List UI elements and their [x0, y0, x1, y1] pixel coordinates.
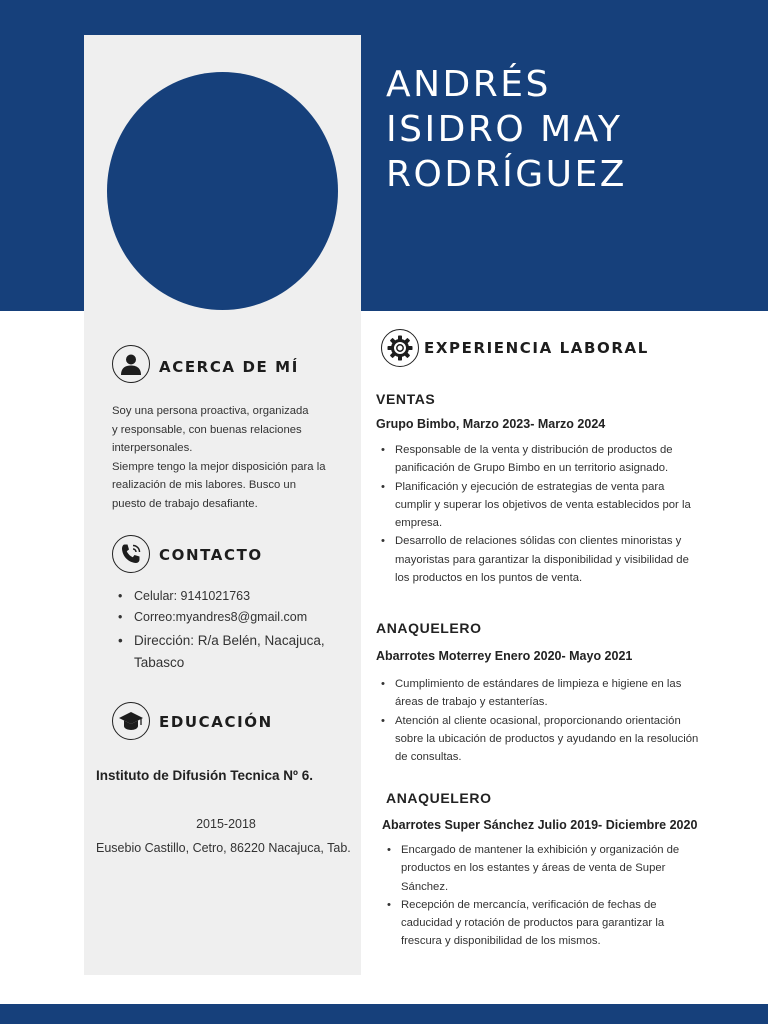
job-bullet: • Encargado de mantener la exhibición y organización de productos en los estantes y áreas de venta de Super Sánchez. — [382, 841, 707, 896]
job-role: ANAQUELERO — [376, 620, 482, 636]
about-line: realización de mis labores. Busco un — [112, 479, 296, 491]
job-bullet: • Recepción de mercancía, verificación de fechas de caducidad y rotación de productos para garantizar la frescura y disponibilidad de los mismos. — [382, 896, 707, 951]
job-bullets — [382, 841, 707, 951]
contact-title: CONTACTO — [159, 546, 263, 564]
job-bullet: • Desarrollo de relaciones sólidas con clientes minoristas y mayoristas para garantizar la disponibilidad y visibilidad de los productos en los puntos de venta. — [376, 532, 701, 587]
experience-title: EXPERIENCIA LABORAL — [424, 339, 649, 357]
gear-icon — [381, 329, 419, 367]
about-text — [112, 402, 352, 513]
name-line: RODRÍGUEZ — [386, 154, 627, 195]
job-role: ANAQUELERO — [386, 790, 492, 806]
job-bullet: • Planificación y ejecución de estrategias de venta para cumplir y superar los objetivos de venta establecidos por la empresa. — [376, 478, 701, 533]
name-line: ISIDRO MAY — [386, 109, 623, 150]
job-bullet: • Atención al cliente ocasional, proporcionando orientación sobre la ubicación de productos y ayudando en la resolución de consultas. — [376, 712, 706, 767]
contact-phone: • Celular: 9141021763 — [112, 586, 357, 607]
name-line: ANDRÉS — [386, 64, 551, 105]
contact-email: • Correo:myandres8@gmail.com — [112, 607, 357, 628]
education-title: EDUCACIÓN — [159, 713, 273, 731]
about-line: Siempre tengo la mejor disposición para la — [112, 460, 326, 473]
job-company: Grupo Bimbo, Marzo 2023- Marzo 2024 — [376, 417, 606, 431]
job-company: Abarrotes Moterrey Enero 2020- Mayo 2021 — [376, 649, 633, 663]
candidate-name — [386, 62, 756, 197]
user-icon — [112, 345, 150, 383]
about-line: y responsable, con buenas relaciones — [112, 423, 302, 436]
about-title: ACERCA DE MÍ — [159, 358, 299, 376]
education-school: Instituto de Difusión Tecnica Nº 6. — [96, 768, 313, 783]
footer-band — [0, 1004, 768, 1024]
job-bullets — [376, 675, 706, 766]
job-bullet: • Responsable de la venta y distribución de productos de panificación de Grupo Bimbo en un territorio asignado. — [376, 441, 701, 478]
profile-photo-placeholder — [107, 72, 338, 310]
about-line: puesto de trabajo desafiante. — [112, 497, 258, 510]
job-bullet: • Cumplimiento de estándares de limpieza e higiene en las áreas de trabajo y estanterías. — [376, 675, 706, 712]
contact-address: • Dirección: R/a Belén, Nacajuca, Tabasco — [112, 630, 357, 673]
education-years: 2015-2018 — [196, 817, 256, 831]
contact-list — [112, 586, 357, 673]
job-company: Abarrotes Super Sánchez Julio 2019- Diciembre 2020 — [382, 818, 698, 832]
education-address: Eusebio Castillo, Cetro, 86220 Nacajuca, Tab. — [96, 841, 351, 855]
job-role: VENTAS — [376, 391, 436, 407]
job-bullets — [376, 441, 701, 587]
about-line: interpersonales. — [112, 442, 193, 454]
graduation-cap-icon — [112, 702, 150, 740]
about-line: Soy una persona proactiva, organizada — [112, 405, 309, 417]
phone-icon — [112, 535, 150, 573]
